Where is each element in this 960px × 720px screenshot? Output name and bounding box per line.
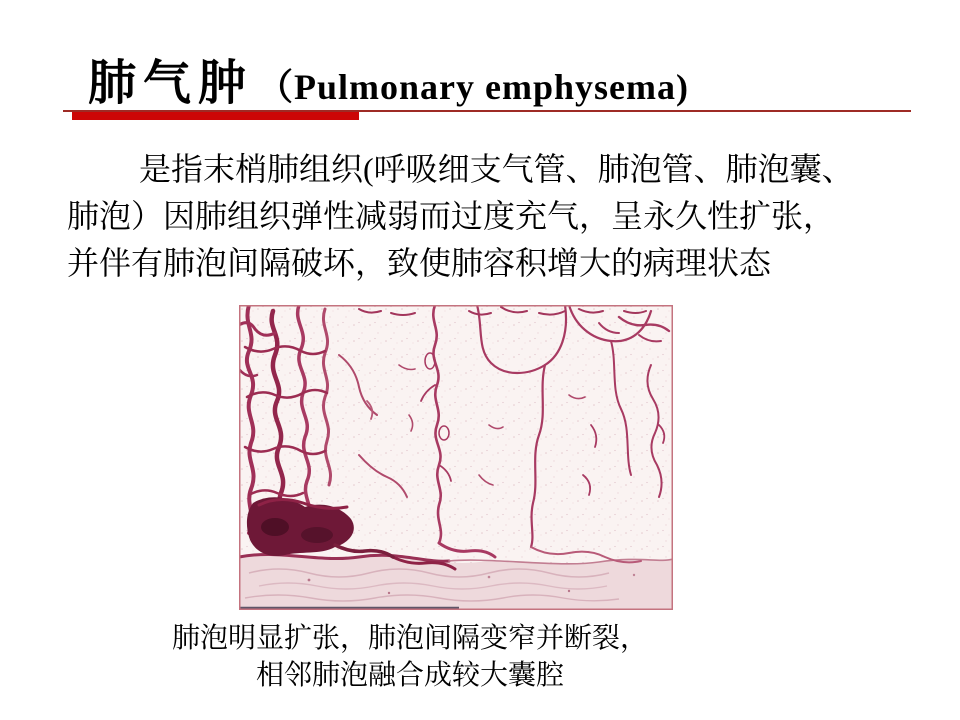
body-paragraph <box>67 146 927 287</box>
title-underline-thick <box>72 112 359 120</box>
caption-line: 相邻肺泡融合成较大囊腔 <box>255 660 564 691</box>
title-english: （Pulmonary emphysema) <box>257 67 689 107</box>
caption-line: 肺泡明显扩张，肺泡间隔变窄并断裂， <box>171 623 648 654</box>
histology-image <box>239 305 673 610</box>
histology-micrograph <box>239 305 673 610</box>
figure-caption <box>130 620 690 694</box>
body-line: 肺泡）因肺组织弹性减弱而过度充气，呈永久性扩张， <box>67 198 836 234</box>
page-title <box>88 44 689 113</box>
body-line: 并伴有肺泡间隔破坏，致使肺容积增大的病理状态 <box>67 245 772 281</box>
title-chinese: 肺气肿 <box>88 57 254 110</box>
body-line: 是指末梢肺组织(呼吸细支气管、肺泡管、肺泡囊、 <box>139 151 854 187</box>
